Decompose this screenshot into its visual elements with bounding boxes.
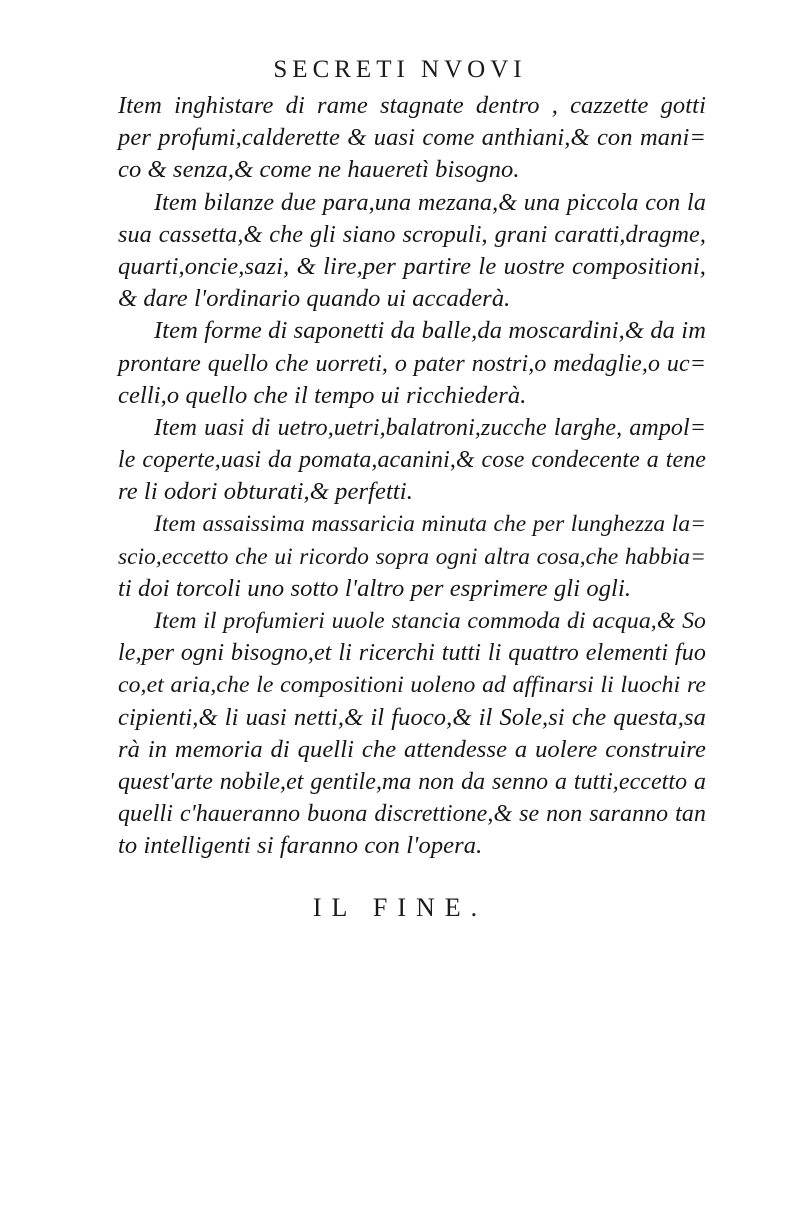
- text-line: Item inghistare di rame stagnate dentro , cazzette gotti: [118, 92, 706, 119]
- text-line: quelli c'haueranno buona discrettione,& se non saranno tan: [118, 801, 706, 828]
- text-line: sua cassetta,& che gli siano scropuli, grani caratti,dragme,: [118, 220, 706, 248]
- body-text: [118, 90, 706, 863]
- text-line: celli,o quello che il tempo ui ricchiederà.: [118, 381, 527, 409]
- text-line: quarti,oncie,sazi, & lire,per partire le uostre compositioni,: [118, 252, 706, 280]
- text-line: co & senza,& come ne haueretì bisogno.: [118, 156, 520, 184]
- text-line: Item forme di saponetti da balle,da moscardini,& da im: [154, 317, 706, 345]
- text-line: co,et aria,che le compositioni uoleno ad affinarsi li luochi re: [118, 672, 706, 699]
- text-line: Item uasi di uetro,uetri,balatroni,zucche larghe, ampol=: [154, 414, 706, 441]
- text-line: rà in memoria di quelli che attendesse a uolere construire: [118, 735, 706, 763]
- text-line: Item bilanze due para,una mezana,& una piccola con la: [154, 189, 706, 216]
- text-line: to intelligenti si faranno con l'opera.: [118, 832, 483, 860]
- text-line: le,per ogni bisogno,et li ricerchi tutti li quattro elementi fuo: [118, 640, 706, 667]
- running-head: SECRETI NVOVI: [273, 56, 527, 83]
- text-line: cipienti,& li uasi netti,& il fuoco,& il Sole,si che questa,sa: [118, 703, 706, 731]
- text-line: & dare l'ordinario quando ui accaderà.: [118, 285, 511, 313]
- text-line: scio,eccetto che ui ricordo sopra ogni altra cosa,che habbia=: [118, 543, 706, 570]
- text-line: quest'arte nobile,et gentile,ma non da senno a tutti,eccetto a: [118, 768, 706, 795]
- text-line: Item assaissima massaricia minuta che per lunghezza la=: [154, 511, 706, 538]
- text-line: re li odori obturati,& perfetti.: [118, 478, 413, 506]
- text-line: Item il profumieri uuole stancia commoda di acqua,& So: [154, 608, 706, 634]
- text-line: prontare quello che uorreti, o pater nostri,o medaglie,o uc=: [118, 350, 706, 377]
- text-line: per profumi,calderette & uasi come anthiani,& con mani=: [118, 124, 706, 152]
- text-line: le coperte,uasi da pomata,acanini,& cose condecente a tene: [118, 447, 706, 474]
- closing-title: IL FINE.: [312, 893, 488, 922]
- text-line: ti doi torcoli uno sotto l'altro per esprimere gli ogli.: [118, 574, 632, 602]
